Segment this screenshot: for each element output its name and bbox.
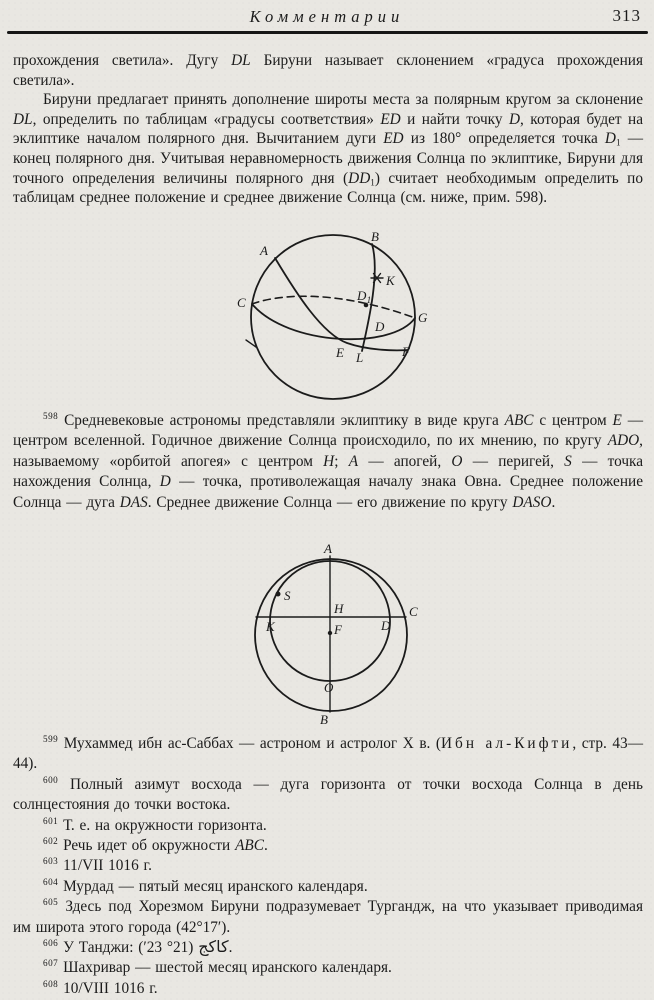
great-circle-arc-AF — [275, 258, 408, 350]
fig1-label-d1-sub: 1 — [366, 296, 372, 306]
fig2-label-o: O — [324, 680, 334, 695]
footnote: $^{603}$ 11/VII 1016 г. — [43, 856, 152, 875]
fig1-label-c: C — [237, 295, 246, 310]
ecliptic-dashed-arc — [252, 296, 415, 318]
fig1-label-g: G — [418, 310, 428, 325]
fig1-label-b: B — [371, 229, 379, 244]
footnote: $^{602}$ Речь идет об окружности ABC. — [43, 835, 268, 855]
fig1-label-e: E — [336, 345, 344, 360]
footnote: $^{600}$ Полный азимут восхода — дуга горизонта от точки восхода Солнца в день солнцестояния до точки востока. — [13, 774, 643, 814]
fig2-label-h: H — [334, 601, 344, 616]
fig2-label-c: C — [409, 604, 418, 619]
footnote: $^{608}$ 10/VIII 1016 г. — [43, 978, 158, 997]
footnote: $^{601}$ Т. е. на окружности горизонта. — [43, 815, 267, 834]
footnote: $^{605}$ Здесь под Хорезмом Бируни подразумевает Тургандж, на что указывает приводимая им широта этого города (42°17′). — [13, 897, 643, 936]
fig1-label-a: A — [260, 243, 268, 258]
fig1-label-d1: D — [357, 288, 367, 303]
fig1-label-d: D — [375, 319, 385, 334]
page-number: 313 — [612, 6, 641, 25]
footnote: $^{606}$ У Танджи: كاكج (21° 23′). — [43, 937, 233, 957]
footnotes-block — [13, 734, 643, 999]
fig2-label-d: D — [381, 618, 391, 633]
figure-apogee-orbit — [246, 543, 418, 733]
body-text — [13, 51, 643, 208]
footnote-598: $^{598}$ Средневековые астрономы представляли эклиптику в виде круга ABC с центром E — центром вселенной. Годичное движение Солнца происходило, по их мнению, по кругу ADO, называемому «орбитой апогея» с центром H; A — апогей, O — перигей, S — точка нахождения Солнца, D — точка, противолежащая началу знака Овна. Среднее положение Солнца — дуга DAS. Среднее движение Солнца — его движение по кругу DASO. — [13, 410, 644, 511]
fig1-label-k: K — [386, 273, 395, 288]
fig2-label-k: K — [266, 619, 275, 634]
fig1-label-f: F — [402, 344, 410, 359]
footnote: $^{607}$ Шахривар — шестой месяц иранского календаря. — [43, 958, 392, 977]
horizon-front-arc — [252, 304, 415, 339]
fig1-label-l: L — [356, 350, 364, 365]
footnote: $^{599}$ Мухаммед ибн ас-Саббах — астроном и астролог X в. (Ибн ал-Кифти, стр. 43—44). — [13, 733, 643, 773]
fig2-label-s: S — [284, 588, 291, 603]
footnote: $^{604}$ Мурдад — пятый месяц иранского календаря. — [43, 876, 368, 895]
paragraph-main: Бируни предлагает принять дополнение широты места за полярным кругом за склонение DL, определить по таблицам «градусы соответствия» ED и найти точку D, которая будет на эклиптике началом полярного дня. Вычитанием дуги ED из 180° определяется точка $D_1$ — конец полярного дня. Учитывая неравномерность движения Солнца по эклиптике, Бируни для точного определения величины полярного дня $(DD_1)$ считает необходимым определить по таблицам среднее положение и среднее движение Солнца (см. ниже, прим. 598). — [13, 91, 644, 207]
figure-celestial-sphere — [228, 226, 438, 408]
header-rule — [7, 31, 648, 34]
footnote-598-block — [13, 411, 643, 513]
fig2-label-a: A — [324, 541, 332, 556]
sun-position-dot — [276, 592, 281, 597]
running-header-title: Комментарии — [249, 7, 405, 26]
fig2-label-f: F — [334, 622, 342, 637]
paragraph-continuation: прохождения светила». Дугу DL Бируни называет склонением «градуса прохождения светила». — [13, 52, 643, 89]
star-symbol — [371, 274, 383, 283]
fig2-label-b: B — [320, 712, 328, 727]
center-dot — [328, 631, 332, 635]
